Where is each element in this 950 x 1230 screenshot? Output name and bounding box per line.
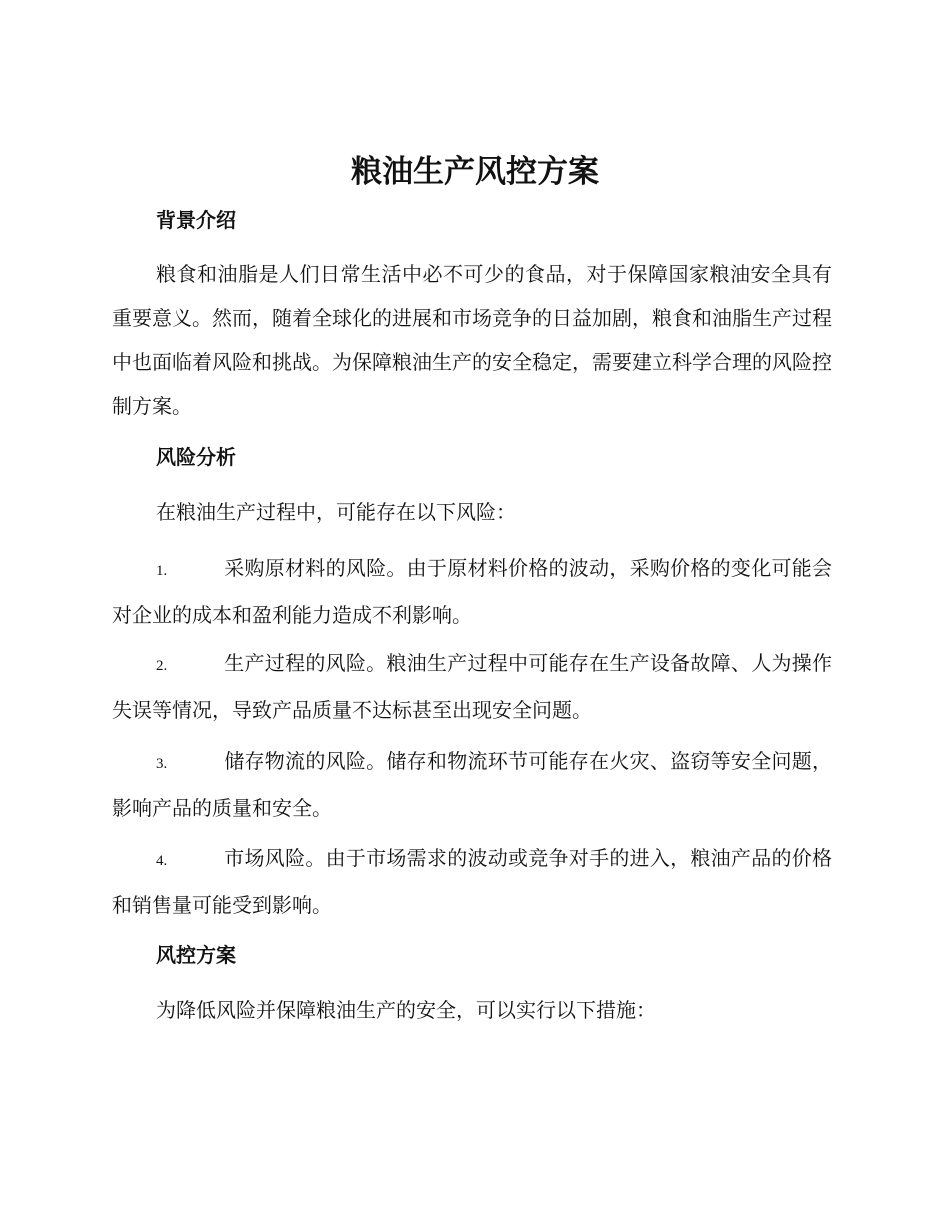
risk-control-intro: 为降低风险并保障粮油生产的安全，可以实行以下措施： (156, 998, 656, 1022)
risk-list-item (112, 739, 832, 830)
background-paragraph: 粮食和油脂是人们日常生活中必不可少的食品，对于保障国家粮油安全具有重要意义。然而，随着全球化的进展和市场竞争的日益加剧，粮食和油脂生产过程中也面临着风险和挑战。为保障粮油生产的安全稳定，需要建立科学合理的风险控制方案。 (112, 262, 832, 418)
risk-list-item (112, 836, 832, 927)
section-heading-risk-control: 风控方案 (156, 943, 236, 967)
risk-list-item (112, 641, 832, 732)
list-item-number: 2. (156, 658, 168, 674)
section-heading-background: 背景介绍 (156, 208, 236, 232)
list-item-text: 市场风险。由于市场需求的波动或竞争对手的进入，粮油产品的价格和销售量可能受到影响。 (112, 846, 832, 917)
list-item-number: 3. (156, 756, 168, 772)
list-item-number: 1. (156, 563, 168, 579)
section-heading-risk-analysis: 风险分析 (156, 445, 236, 469)
list-item-text: 生产过程的风险。粮油生产过程中可能存在生产设备故障、人为操作失误等情况，导致产品质量不达标甚至出现安全问题。 (112, 651, 832, 722)
list-item-number: 4. (156, 853, 168, 869)
risk-list-item (112, 546, 832, 637)
document-title: 粮油生产风控方案 (351, 154, 599, 190)
list-item-text: 采购原材料的风险。由于原材料价格的波动，采购价格的变化可能会对企业的成本和盈利能力造成不利影响。 (112, 556, 832, 627)
risk-analysis-intro: 在粮油生产过程中，可能存在以下风险： (156, 500, 516, 524)
list-item-text: 储存物流的风险。储存和物流环节可能存在火灾、盗窃等安全问题，影响产品的质量和安全。 (112, 749, 832, 820)
